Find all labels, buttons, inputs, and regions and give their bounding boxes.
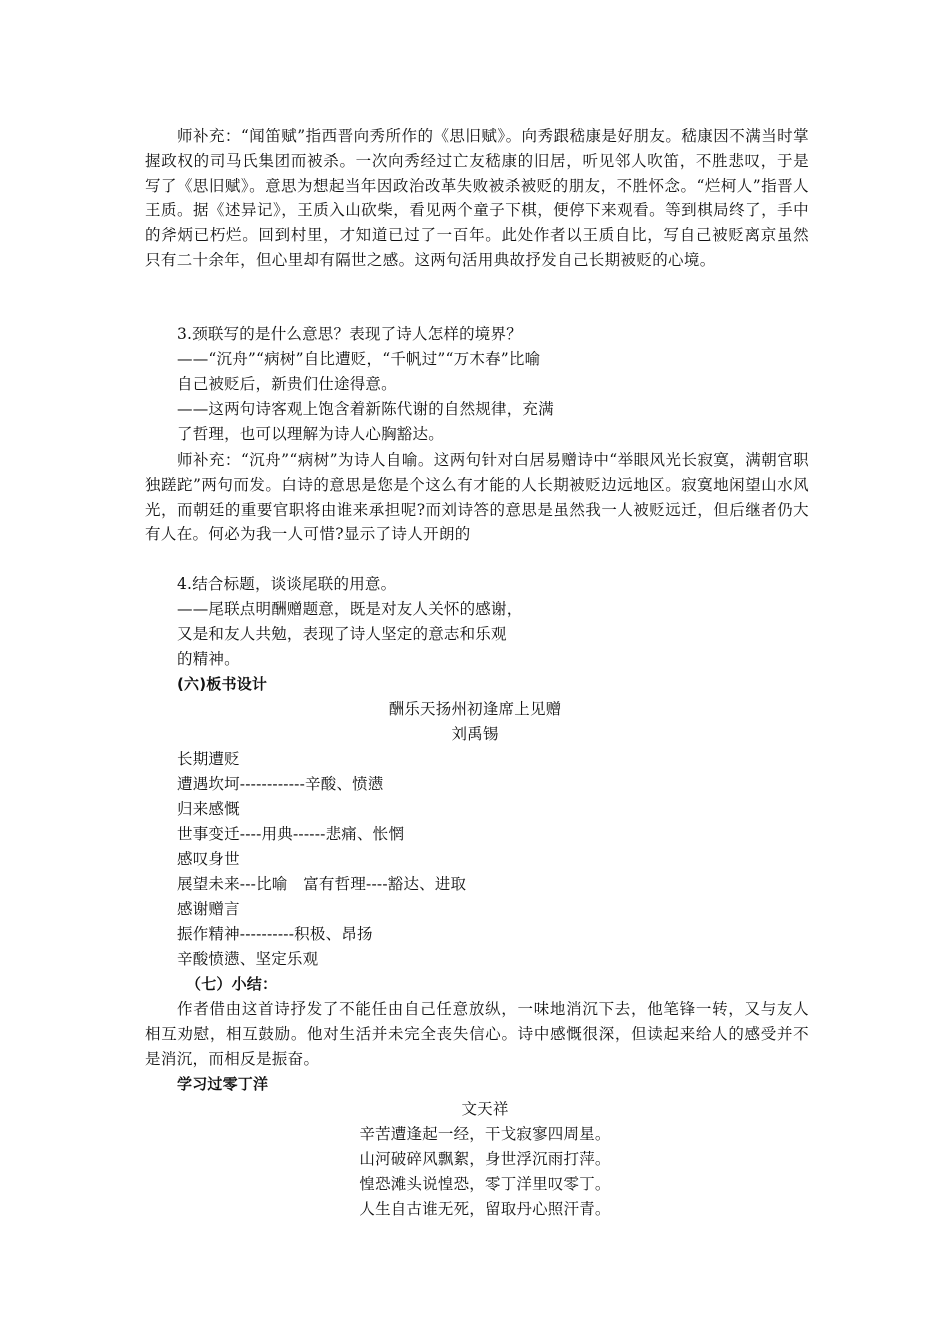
board-line: 感谢赠言 (177, 900, 240, 918)
poem-line: 惶恐滩头说惶恐，零丁洋里叹零丁。 (359, 1175, 611, 1193)
teacher-supplement-allusions: 师补充：“闻笛赋”指西晋向秀所作的《思旧赋》。向秀跟嵇康是好朋友。嵇康因不满当时掌握政权的司马氏集团而被杀。一次向秀经过亡友嵇康的旧居，听见邻人吹笛，不胜悲叹，于是写了《思旧赋》。意思为想起当年因政治改革失败被杀被贬的朋友，不胜怀念。“烂柯人”指晋人王质。据《述异记》，王质入山砍柴，看见两个童子下棋，便停下来观看。等到棋局终了，手中的斧炳已朽烂。回到村里，才知道已过了一百年。此处作者以王质自比，写自己被贬离京虽然只有二十余年，但心里却有隔世之感。这两句活用典故抒发自己长期被贬的心境。 (145, 127, 809, 269)
board-line: 振作精神----------积极、昂扬 (177, 925, 373, 943)
board-line: 遭遇坎坷------------辛酸、愤懑 (177, 775, 384, 793)
q3-answer-line: ——这两句诗客观上饱含着新陈代谢的自然规律，充满 (177, 400, 554, 418)
question-4: 4.结合标题，谈谈尾联的用意。 (177, 575, 397, 593)
q3-answer-line: 了哲理，也可以理解为诗人心胸豁达。 (177, 425, 444, 443)
teacher-supplement-q3: 师补充：“沉舟”“病树”为诗人自喻。这两句针对白居易赠诗中“举眼风光长寂寞，满朝官职独蹉跎”两句而发。白诗的意思是您是个这么有才能的人长期被贬边远地区。寂寞地闲望山水风光，而朝廷的重要官职将由谁来承担呢?而刘诗答的意思是虽然我一人被贬远迁，但后继者仍大有人在。何必为我一人可惜?显示了诗人开朗的 (145, 451, 809, 544)
question-3: 3.颈联写的是什么意思？表现了诗人怎样的境界？ (177, 325, 522, 343)
poem-line: 人生自古谁无死，留取丹心照汗青。 (359, 1200, 611, 1218)
summary-text: 作者借由这首诗抒发了不能任由自己任意放纵，一味地消沉下去，他笔锋一转，又与友人相互劝慰，相互鼓励。他对生活并未完全丧失信心。诗中感慨很深，但读起来给人的感受并不是消沉，而相反是振奋。 (145, 1000, 809, 1068)
q4-answer-line: 的精神。 (177, 650, 240, 668)
summary-heading: （七）小结： (186, 975, 278, 993)
q4-answer-line: ——尾联点明酬赠题意，既是对友人关怀的感谢， (177, 600, 523, 618)
poem-section-heading: 学习过零丁洋 (177, 1075, 269, 1093)
board-line: 感叹身世 (177, 850, 240, 868)
poem-author: 文天祥 (461, 1100, 509, 1118)
q4-answer-line: 又是和友人共勉，表现了诗人坚定的意志和乐观 (177, 625, 507, 643)
board-design-heading: (六)板书设计 (177, 675, 268, 693)
poem-line: 辛苦遭逢起一经，干戈寂寥四周星。 (359, 1125, 611, 1143)
board-line: 归来感慨 (177, 800, 240, 818)
board-line: 展望未来---比喻 富有哲理----豁达、进取 (177, 875, 467, 893)
poem-line: 山河破碎风飘絮，身世浮沉雨打萍。 (359, 1150, 611, 1168)
board-line: 辛酸愤懑、坚定乐观 (177, 950, 319, 968)
board-poem-title: 酬乐天扬州初逢席上见赠 (388, 700, 562, 718)
board-line: 世事变迁----用典------悲痛、怅惘 (177, 825, 405, 843)
q3-answer-line: 自己被贬后，新贵们仕途得意。 (177, 375, 397, 393)
q3-answer-line: ——“沉舟”“病树”自比遭贬，“千帆过”“万木春”比喻 (177, 350, 541, 368)
board-poem-author: 刘禹锡 (451, 725, 499, 743)
board-line: 长期遭贬 (177, 750, 240, 768)
